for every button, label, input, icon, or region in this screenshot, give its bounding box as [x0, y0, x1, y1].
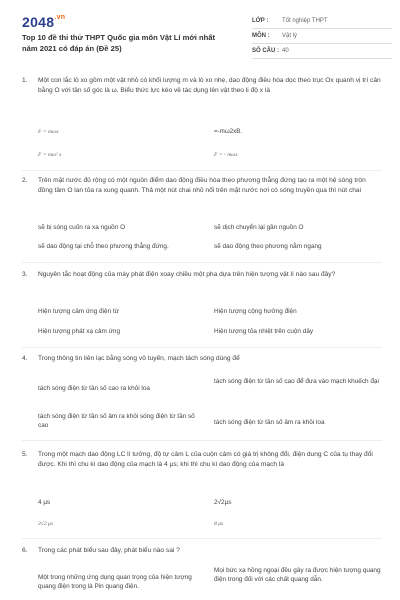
meta-subject: MÔN : Vật lý	[252, 29, 392, 44]
answer-option[interactable]: tách sóng điện từ tần số cao để đưa vào mạch khuếch đại	[214, 378, 379, 385]
question-number: 6.	[22, 547, 28, 554]
answer-option[interactable]: =-mω2xB.	[214, 128, 243, 135]
answer-option[interactable]: Hiện tượng cộng hưởng điện	[214, 308, 297, 315]
question-4	[22, 354, 382, 364]
answer-option[interactable]: 3√2 μs	[38, 521, 54, 527]
answer-option[interactable]: 4 μs	[38, 499, 51, 506]
meta-grade: LỚP : Tốt nghiệp THPT	[252, 14, 392, 29]
question-number: 3.	[22, 271, 28, 278]
divider	[22, 538, 382, 539]
document-title: Top 10 đề thi thử THPT Quốc gia môn Vật Lí mới nhất năm 2021 có đáp án (Đề 25)	[22, 33, 216, 53]
divider	[22, 170, 382, 171]
divider	[22, 347, 382, 348]
answer-option[interactable]: F = mω² x	[38, 152, 62, 158]
answer-option[interactable]: 2√2μs	[214, 499, 232, 506]
question-5	[22, 450, 382, 469]
question-2	[22, 176, 382, 195]
answer-option[interactable]: Hiện tượng tỏa nhiệt trên cuộn dây	[214, 328, 314, 335]
question-number: 2.	[22, 177, 28, 184]
answer-option[interactable]: Hiện tượng phát xạ cảm ứng	[38, 328, 121, 335]
question-text: Trong các phát biểu sau đây, phát biểu nào sai ?	[38, 547, 180, 554]
question-1	[22, 76, 382, 95]
answer-option[interactable]: Mọi bức xạ hồng ngoại đều gây ra được hiện tượng quang điện trong đối với các chất quang dẫn.	[214, 567, 381, 583]
question-text: Một con lắc lò xo gồm một vật nhỏ có khối lượng m và lò xo nhẹ, dao động điều hòa dọc theo trục Ox quanh vị trí cân bằng O với tần số góc là ω. Biểu thức lực kéo về tác dụng lên vật theo li độ x là	[38, 77, 381, 94]
answer-option[interactable]: F = - mωx	[214, 152, 238, 158]
meta-question-count: SỐ CÂU : 40	[252, 44, 392, 59]
answer-option[interactable]: 8 μs	[214, 521, 224, 527]
answer-option[interactable]: sẽ dao động tại chỗ theo phương thẳng đứng.	[38, 243, 169, 250]
answer-option[interactable]: tách sóng điện từ tần số âm ra khỏi sóng điện từ tần số cao	[38, 413, 195, 429]
divider	[22, 262, 382, 263]
answer-option[interactable]: sẽ dịch chuyển lại gần nguồn O	[214, 224, 304, 231]
answer-option[interactable]: F = mωx	[38, 129, 59, 135]
document-meta	[252, 14, 392, 59]
question-text: Trên mặt nước đủ rộng có một nguồn điểm dao động điều hòa theo phương thẳng đứng tạo ra một hệ sóng tròn đồng tâm O lan tỏa ra xung quanh. Thả một nút chai nhỏ nổi trên mặt nước nơi có sóng truyền qua thì nút chai	[38, 177, 366, 194]
answer-option[interactable]: sẽ dao động theo phương nằm ngang	[214, 243, 322, 250]
question-number: 1.	[22, 77, 28, 84]
answer-option[interactable]: Hiện tượng cảm ứng điện từ	[38, 308, 119, 315]
question-number: 5.	[22, 451, 28, 458]
answer-option[interactable]: tách sóng điện từ tần số cao ra khỏi loa	[38, 385, 150, 392]
divider	[22, 440, 382, 441]
question-3	[22, 270, 382, 280]
site-logo[interactable]: $2048^{.vn}$	[22, 14, 66, 30]
question-6	[22, 546, 382, 556]
answer-option[interactable]: Một trong những ứng dụng quan trọng của hiện tượng quang điện trong là Pin quang điện.	[38, 574, 192, 590]
question-text: Nguyên tắc hoạt động của máy phát điện xoay chiều một pha dựa trên hiện tượng vật lí nào sau đây?	[38, 271, 336, 278]
question-number: 4.	[22, 355, 28, 362]
question-text: Trong thông tin liên lạc bằng sóng vô tuyến, mạch tách sóng dùng để	[38, 355, 240, 362]
answer-option[interactable]: tách sóng điện từ tần số âm ra khỏi loa	[214, 419, 325, 426]
document-header	[22, 12, 382, 60]
answer-option[interactable]: sẽ bị sóng cuốn ra xa nguồn O	[38, 224, 126, 231]
question-text: Trong một mạch dao động LC lí tưởng, độ tự cảm L của cuộn cảm có giá trị không đổi, điện dung C của tụ thay đổi được. Khi thì chu kì dao động của mạch là 4 μs; khi thì chu kì dao động của mạch là	[38, 451, 373, 468]
